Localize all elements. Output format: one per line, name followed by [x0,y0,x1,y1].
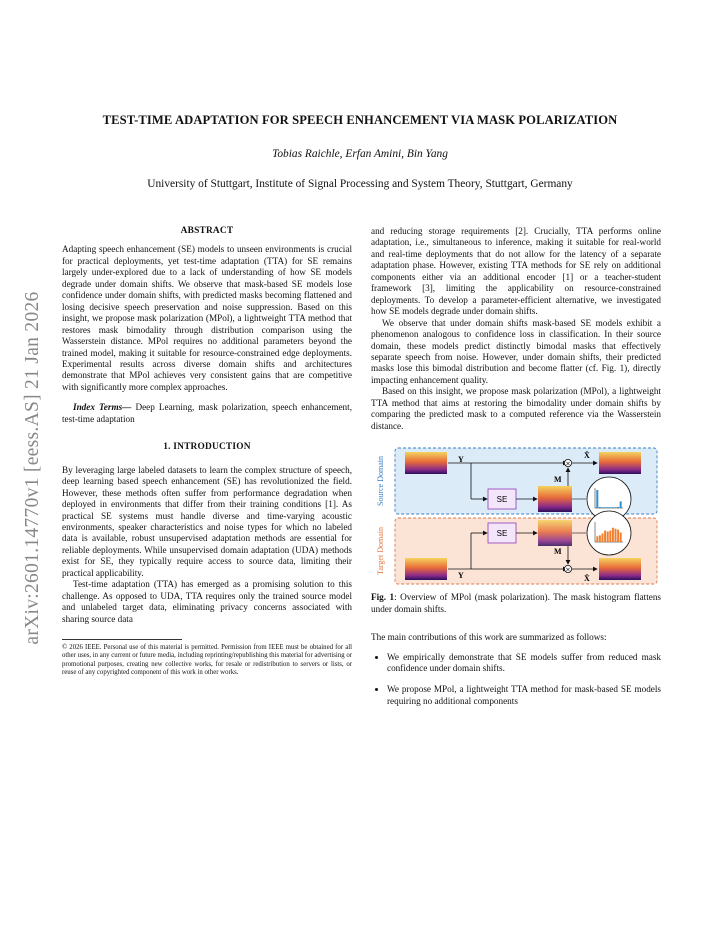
paper-authors: Tobias Raichle, Erfan Amini, Bin Yang [272,148,448,160]
arxiv-id-text: arXiv:2601.14770v1 [eess.AS] 21 Jan 2026 [22,291,43,645]
contribution-item: • We propose MPol, a lightweight TTA method for mask-based SE models requiring no additional components [387,684,661,707]
source-y-label: Y [458,455,464,465]
right-paragraph-3: Based on this insight, we propose mask polarization (MPol), a lightweight TTA method that aims at restoring the bimodality under domain shifts by comparing the predicted mask to a computed reference via the Wasserstein distance. [371,386,661,431]
right-paragraph-1: and reducing storage requirements [2]. Crucially, TTA performs online adaptation, i.e., simultaneous to inference, making it suitable for real-world and real-time deployments that do not allow for the latency of a separate adaptation phase. However, existing TTA methods for SE rely on additional components either via an additional encoder [1] or a teacher-student framework [3], limiting the applicability on resource-constrained deployments. To develop a parameter-efficient alternative, we investigated how SE models degrade under domain shifts. [371,226,661,317]
histogram-bar [604,531,606,542]
left-column [62,226,352,677]
target-mask [538,520,572,546]
histogram-bar [620,533,622,543]
histogram-bar [607,507,609,508]
figure-1 [371,446,661,586]
histogram-bar [609,507,611,508]
histogram-bar [602,534,604,543]
histogram-bar [617,530,619,542]
histogram-bar [596,536,598,542]
index-terms-text: Deep Learning, mask polarization, speech enhancement, test-time adaptation [62,402,352,424]
source-domain-label: Source Domain [376,456,385,507]
histogram-bar [599,507,601,508]
target-y-label: Y [458,571,464,581]
contributions-intro: The main contributions of this work are summarized as follows: [371,632,607,643]
target-se-label: SE [496,529,508,539]
intro-heading: 1. INTRODUCTION [163,442,251,453]
intro-paragraph-1: By leveraging large labeled datasets to learn the complex structure of speech, deep learning based speech enhancement (SE) has revolutionized the field. However, these methods often suffer from performance degradation when deployed in environments that differ from their training conditions [1]. As practical SE systems must handle diverse and time-varying acoustic environments, speaker characteristics and noise types for which no labeled data is available, robust unsupervised adaptation methods are essential for reliable deployments. While unsupervised domain adaptation (UDA) methods exist for SE, they typically require access to source data, limiting their practical applicability. [62,464,352,578]
histogram-bar [615,529,617,542]
abstract-text: Adapting speech enhancement (SE) models to unseen environments is crucial for practical deployments, yet test-time adaptation (TTA) for SE remains largely under-explored due to a lack of understanding of how SE models degrade under domain shifts. We observe that mask-based SE models lose confidence under domain shifts, with predicted masks becoming flattened and losing decisive speech preservation and noise suppression. Based on this insight, we propose mask polarization (MPol), a lightweight TTA method that restores mask bimodality through distribution comparison using the Wasserstein distance. MPol requires no additional parameters beyond the trained model, making it suitable for resource-constrained edge deployments. Experimental results across diverse domain shifts and architectures demonstrate that MPol achieves very consistent gains that are competitive with significantly more complex approaches. [62,244,352,392]
histogram-bar [617,507,619,508]
histogram-bar [615,507,617,508]
abstract-heading: ABSTRACT [180,226,234,236]
histogram-bar [612,528,614,542]
target-xhat-label: X̂ [584,574,590,584]
copyright-footnote: © 2026 IEEE. Personal use of this material is permitted. Permission from IEEE must be obtained for all other uses, in any current or future media, including reprinting/republishing this material for advertising or promotional purposes, creating new collective works, for resale or redistribution to servers or lists, or reuse of any copyrighted component of this work in other works. [62,644,352,676]
figure-1-caption [371,592,661,615]
contribution-item: • We empirically demonstrate that SE models suffer from reduced mask confidence under domain shifts. [387,652,661,675]
histogram-bar [602,507,604,508]
contributions-list [371,652,661,708]
histogram-bar [612,507,614,508]
histogram-bar [604,507,606,508]
histogram-bar [599,536,601,543]
source-input-spectrogram [405,452,447,474]
paper-affiliation: University of Stuttgart, Institute of Signal Processing and System Theory, Stuttgart, Germany [147,178,573,190]
index-terms [62,402,352,425]
target-m-label: M [554,547,562,557]
footnote-rule [62,639,182,640]
right-column [371,226,661,717]
target-hist-bubble [587,511,631,555]
histogram-bar [607,532,609,542]
arxiv-identifier [18,258,48,678]
source-xhat-label: X̂ [584,451,590,461]
index-terms-label: Index Terms— [73,402,132,413]
source-mask [538,486,572,512]
target-multiply-symbol: × [565,565,571,574]
caption-text: : Overview of MPol (mask polarization). The mask histogram flattens under domain shifts. [371,592,662,614]
paper-title: TEST-TIME ADAPTATION FOR SPEECH ENHANCEMENT VIA MASK POLARIZATION [102,113,618,127]
histogram-bar [609,531,611,542]
right-paragraph-2: We observe that under domain shifts mask-based SE models exhibit a phenomenon analogous to confidence loss in classification. In their source domain, these models predict distinctly bimodal masks that effectively separate speech from noise. However, under domain shifts, their predicted masks lose this bimodal distribution and become flatter (cf. Fig. 1), directly impacting enhancement quality. [371,317,661,385]
caption-label: Fig. 1 [371,592,395,603]
source-se-label: SE [496,495,508,505]
source-output-spectrogram [599,452,641,474]
mpol-diagram [371,446,661,586]
intro-paragraph-2: Test-time adaptation (TTA) has emerged as a promising solution to this challenge. As opposed to UDA, TTA requires only the trained source model and unlabeled target data, eliminating privacy concerns associated with sharing source data [62,579,352,624]
source-multiply-symbol: × [565,459,571,468]
target-domain-label: Target Domain [376,527,385,576]
target-output-spectrogram [599,558,641,580]
histogram-bar [620,502,622,509]
target-input-spectrogram [405,558,447,580]
source-m-label: M [554,475,562,485]
histogram-bar [596,490,598,508]
